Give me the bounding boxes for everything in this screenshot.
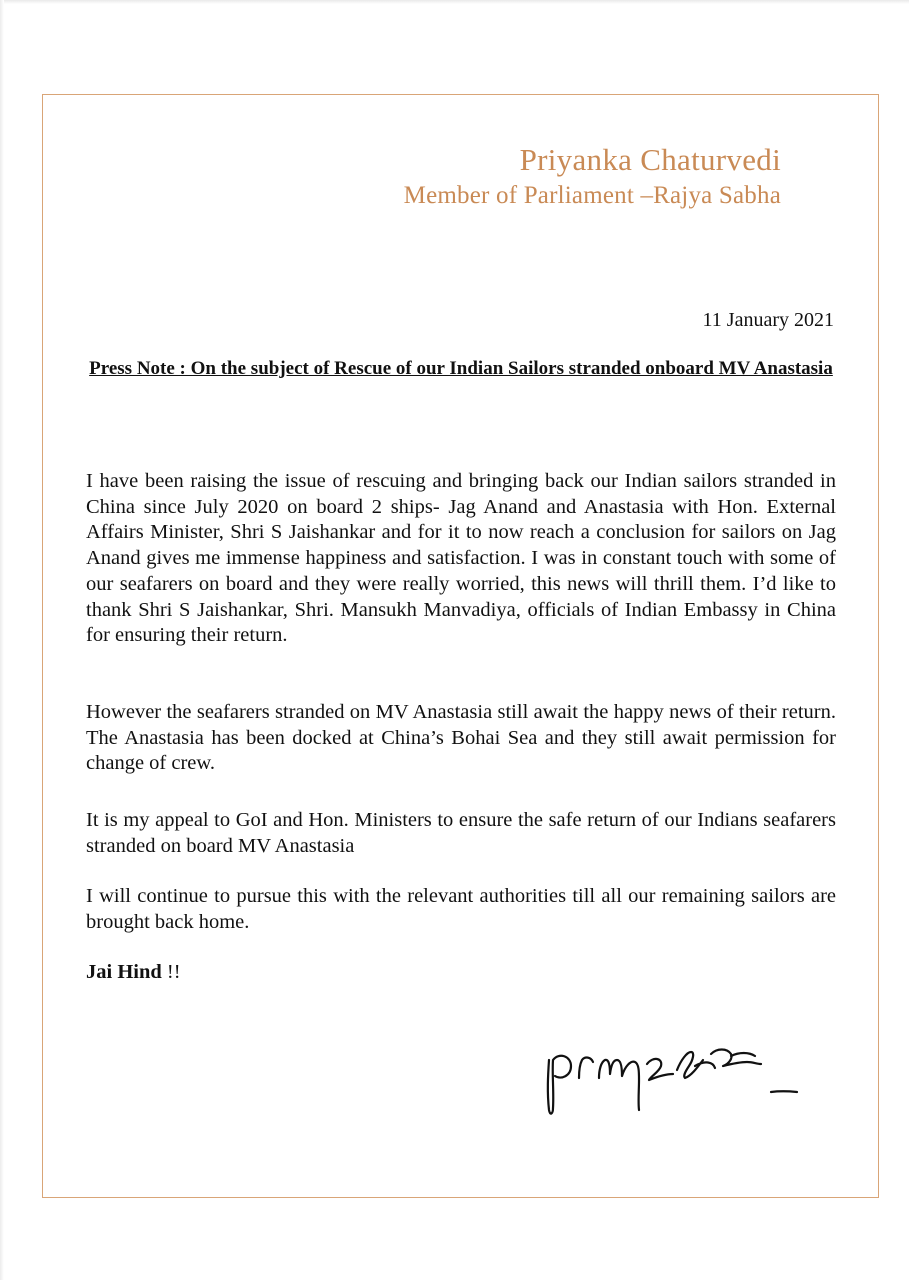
letterhead-name: Priyanka Chaturvedi bbox=[519, 142, 781, 177]
letter-date: 11 January 2021 bbox=[702, 309, 834, 331]
closing-rest: !! bbox=[161, 961, 181, 983]
body-paragraph-4: I will continue to pursue this with the relevant authorities till all our remaining sailors are brought back home. bbox=[86, 885, 836, 933]
body-paragraph-1: I have been raising the issue of rescuing and bringing back our Indian sailors stranded in China since July 2020 on board 2 ships- Jag Anand and Anastasia with Hon. External Affairs Minister, Shri S Jaishankar and for it to now reach a conclusion for sailors on Jag Anand gives me immense happiness and satisfaction. I was in constant touch with some of our seafarers on board and they were really worried, this news will thrill them. I’d like to thank Shri S Jaishankar, Shri. Mansukh Manvadiya, officials of Indian Embassy in China for ensuring their return. bbox=[86, 470, 836, 647]
letterhead-title: Member of Parliament –Rajya Sabha bbox=[403, 182, 781, 209]
body-paragraph-2: However the seafarers stranded on MV Anastasia still await the happy news of their return. The Anastasia has been docked at China’s Bohai Sea and they still await permission for change of crew. bbox=[86, 701, 836, 775]
letterhead bbox=[404, 140, 781, 212]
body-paragraph-3: It is my appeal to GoI and Hon. Ministers to ensure the safe return of our Indians seafarers stranded on board MV Anastasia bbox=[86, 809, 836, 857]
handwritten-signature bbox=[535, 1030, 835, 1125]
press-note-subject: Press Note : On the subject of Rescue of our Indian Sailors stranded onboard MV Anastasia bbox=[89, 358, 833, 379]
closing-line bbox=[86, 961, 181, 984]
closing-bold: Jai Hind bbox=[86, 961, 162, 983]
